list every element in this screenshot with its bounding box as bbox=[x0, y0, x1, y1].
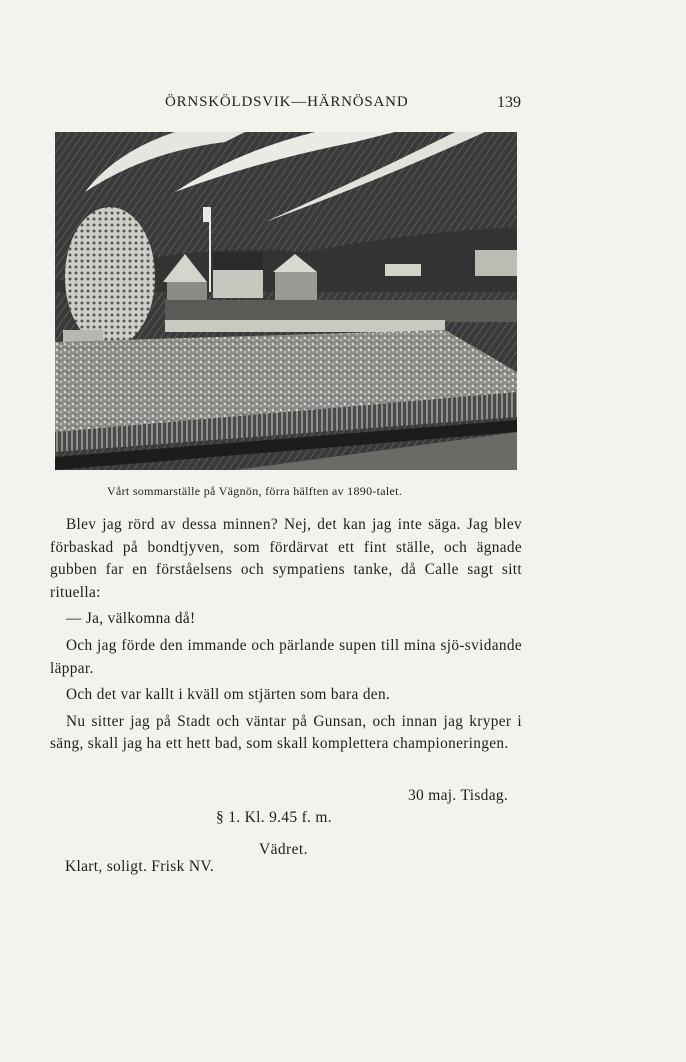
paragraph: Blev jag rörd av dessa minnen? Nej, det kan jag inte säga. Jag blev förbaskad på bondtjyven, som fördärvat ett fint ställe, och ägnade gubben far en förståelsens och sympatiens tanke, då Calle sagt sitt rituella: bbox=[50, 516, 522, 601]
paragraph: Och det var kallt i kväll om stjärten som bara den. bbox=[66, 686, 391, 704]
entry-date: 30 maj. Tisdag. bbox=[408, 787, 509, 804]
running-title: ÖRNSKÖLDSVIK—HÄRNÖSAND bbox=[165, 94, 409, 110]
weather-heading: Vädret. bbox=[259, 841, 308, 858]
page-number: 139 bbox=[497, 94, 521, 111]
weather-text: Klart, soligt. Frisk NV. bbox=[65, 858, 215, 875]
paragraph: Nu sitter jag på Stadt och väntar på Gunsan, och innan jag kryper i säng, skall jag ha ett hett bad, som skall komplettera championeringen. bbox=[50, 712, 522, 753]
entry-section: § 1. Kl. 9.45 f. m. bbox=[216, 809, 332, 826]
figure-caption: Vårt sommarställe på Vägnön, förra hälften av 1890-talet. bbox=[107, 484, 403, 498]
paragraph-dialogue: — Ja, välkomna då! bbox=[66, 610, 196, 628]
paragraph: Och jag förde den immande och pärlande supen till mina sjö-svidande läppar. bbox=[50, 636, 522, 677]
body-text bbox=[50, 514, 522, 760]
illustration-summer-place bbox=[55, 132, 517, 470]
